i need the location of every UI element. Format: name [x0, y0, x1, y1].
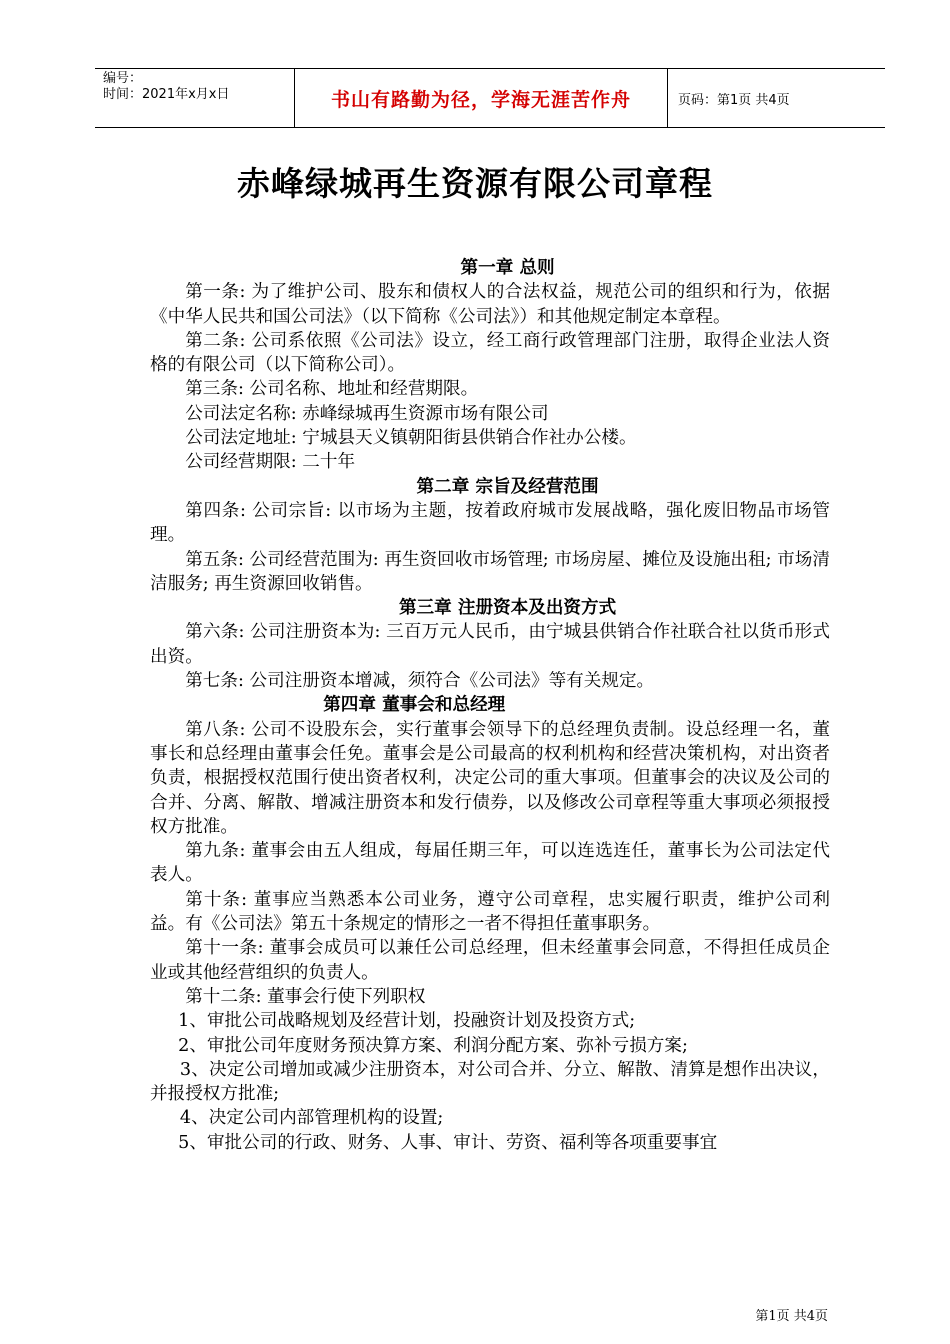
header-motto: 书山有路勤为径，学海无涯苦作舟: [295, 69, 668, 127]
article-paragraph: 第六条: 公司注册资本为: 三百万元人民币，由宁城县供销合作社联合社以货币形式出资。: [150, 622, 830, 667]
article-paragraph: 第九条: 董事会由五人组成，每届任期三年，可以连选连任，董事长为公司法定代表人。: [150, 841, 830, 886]
list-item: 3、决定公司增加或减少注册资本，对公司合并、分立、解散、清算是想作出决议，并报授权方批准;: [150, 1059, 830, 1105]
article-paragraph: 公司法定名称: 赤峰绿城再生资源市场有限公司: [185, 403, 549, 424]
list-item: 2、审批公司年度财务预决算方案、利润分配方案、弥补亏损方案;: [178, 1035, 688, 1056]
document-title: 赤峰绿城再生资源有限公司章程: [237, 164, 713, 203]
article-paragraph: 第十条: 董事应当熟悉本公司业务，遵守公司章程，忠实履行职责，维护公司利益。有《公司法》第五十条规定的情形之一者不得担任董事职务。: [150, 889, 830, 935]
article-paragraph: 第五条: 公司经营范围为: 再生资回收市场管理; 市场房屋、摊位及设施出租; 市场清洁服务; 再生资源回收销售。: [150, 549, 830, 594]
page-header: [95, 68, 885, 128]
article-paragraph: 第七条: 公司注册资本增减，须符合《公司法》等有关规定。: [185, 671, 655, 692]
time-label: 时间：2021年x月x日: [103, 87, 230, 102]
article-paragraph: 第三条: 公司名称、地址和经营期限。: [185, 379, 479, 400]
list-item: 4、决定公司内部管理机构的设置;: [179, 1108, 444, 1129]
document-body: [150, 256, 830, 1155]
chapter-heading: 第一章 总则: [460, 258, 555, 278]
article-paragraph: 第十二条: 董事会行使下列职权: [185, 986, 426, 1007]
number-label: 编号：: [103, 71, 143, 86]
chapter-heading: 第三章 注册资本及出资方式: [398, 598, 617, 619]
list-item: 1、审批公司战略规划及经营计划，投融资计划及投资方式;: [178, 1011, 636, 1032]
article-paragraph: 第四条: 公司宗旨: 以市场为主题，按着政府城市发展战略，强化废旧物品市场管理。: [150, 500, 830, 546]
header-page-info: 页码：第1页 共4页: [678, 92, 790, 108]
page-footer: 第1页 共4页: [755, 1309, 828, 1324]
article-paragraph: 第十一条: 董事会成员可以兼任公司总经理，但未经董事会同意，不得担任成员企业或其他经营组织的负责人。: [150, 938, 830, 983]
article-paragraph: 公司法定地址: 宁城县天义镇朝阳街县供销合作社办公楼。: [185, 428, 637, 449]
article-paragraph: 第八条: 公司不设股东会，实行董事会领导下的总经理负责制。设总经理一名，董事长和总经理由董事会任免。董事会是公司最高的权利机构和经营决策机构，对出资者负责，根据授权范围行使出资者权利，决定公司的重大事项。但董事会的决议及公司的合并、分离、解散、增减注册资本和发行债券，以及修改公司章程等重大事项必须报授权方批准。: [150, 719, 830, 837]
chapter-heading: 第四章 董事会和总经理: [323, 695, 506, 716]
article-paragraph: 公司经营期限: 二十年: [185, 452, 356, 473]
chapter-heading: 第二章 宗旨及经营范围: [416, 476, 599, 497]
header-meta: [95, 69, 295, 127]
article-paragraph: 第一条: 为了维护公司、股东和债权人的合法权益，规范公司的组织和行为，依据《中华人民共和国公司法》（以下简称《公司法》）和其他规定制定本章程。: [150, 282, 830, 327]
list-item: 5、审批公司的行政、财务、人事、审计、劳资、福利等各项重要事宜: [178, 1132, 718, 1153]
article-paragraph: 第二条: 公司系依照《公司法》设立，经工商行政管理部门注册，取得企业法人资格的有限公司（以下简称公司）。: [150, 330, 830, 376]
